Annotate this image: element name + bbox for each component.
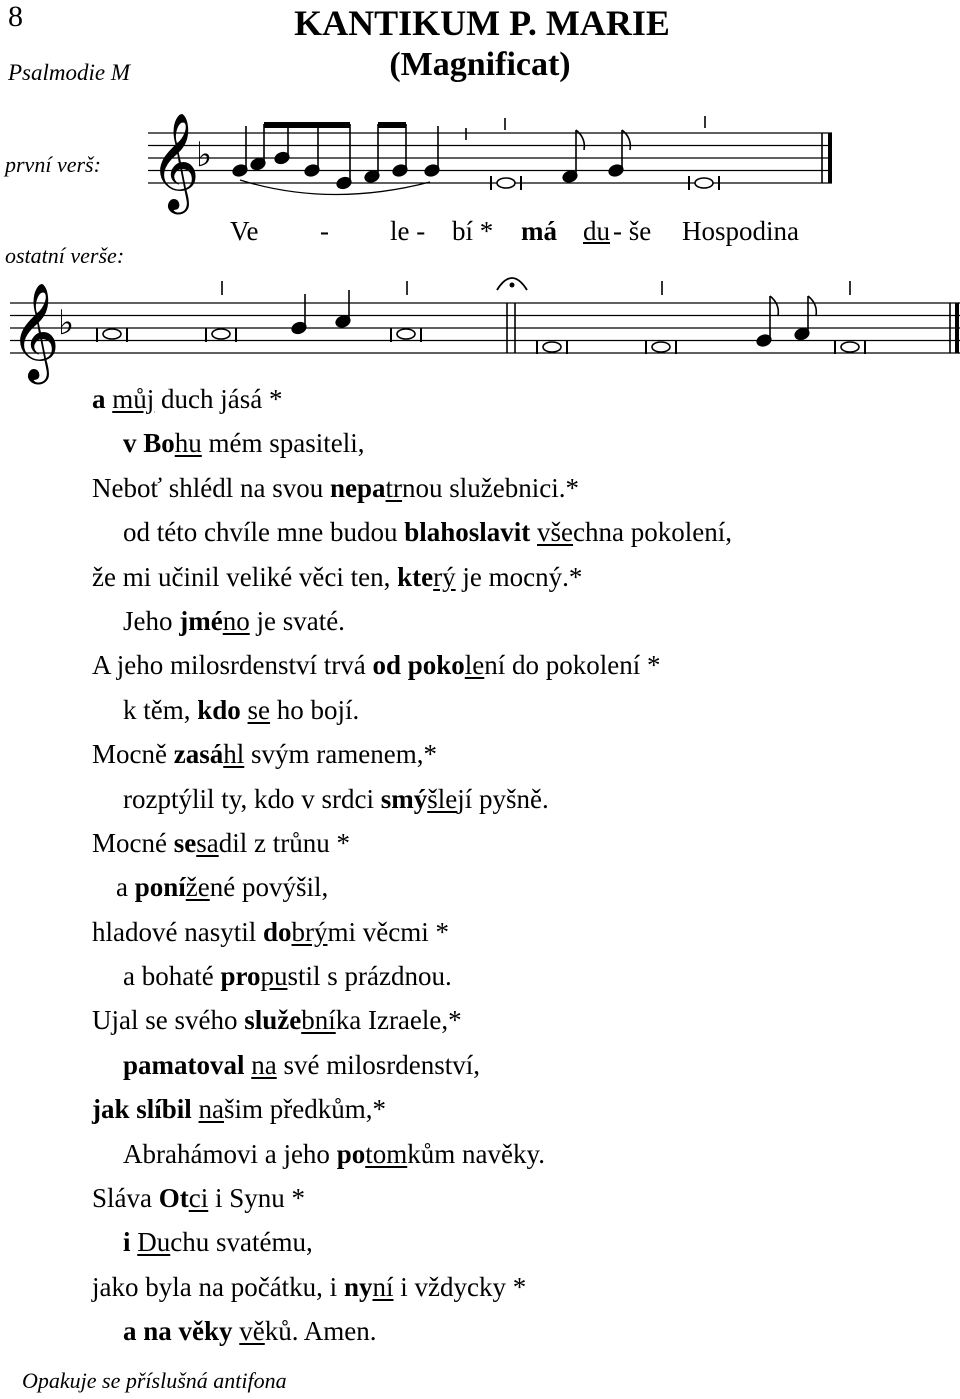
- verse-part: jí pyšně.: [457, 783, 549, 814]
- verse-line: [92, 870, 732, 914]
- verse-underlined-part: hu: [174, 428, 202, 459]
- verse-line: [92, 782, 732, 826]
- verse-bold-part: po: [336, 1138, 366, 1169]
- verse-underlined-part: rý: [433, 561, 456, 592]
- verse-bold-part: nepa: [330, 472, 386, 503]
- verse-line: [92, 737, 732, 781]
- verse-line: [92, 959, 732, 1003]
- verse-underlined-part: že: [185, 872, 210, 903]
- verse-underlined-part: vše: [537, 517, 573, 548]
- verse-part: své milosrdenství,: [276, 1049, 480, 1080]
- verse-bold-part: pamatoval: [123, 1049, 245, 1080]
- verse-underlined-part: sa: [196, 827, 219, 858]
- verse-part: chna pokolení,: [573, 517, 732, 548]
- verse-part: Mocné: [92, 827, 174, 858]
- verse-bold-part: od poko: [372, 650, 465, 681]
- verse-part: i Synu *: [208, 1183, 306, 1214]
- music-staff-other-verses: [0, 0, 960, 400]
- lyric-syllable: - še: [613, 216, 652, 246]
- verse-bold-part: služe: [244, 1005, 302, 1036]
- verse-part: že mi učinil veliké věci ten,: [92, 561, 398, 592]
- verse-underlined-part: no: [222, 605, 250, 636]
- verse-part: Jeho: [123, 605, 180, 636]
- lyric-syllable: du: [583, 216, 610, 246]
- verse-underlined-part: šle: [427, 783, 458, 814]
- verse-part: ho bojí.: [270, 694, 360, 725]
- verse-bold-part: poní: [134, 872, 186, 903]
- verse-underlined-part: tr: [385, 472, 403, 503]
- verse-part: k těm,: [123, 694, 198, 725]
- verse-line: [92, 426, 732, 470]
- verse-underlined-part: brý: [291, 916, 328, 947]
- verse-bold-part: a: [92, 384, 113, 414]
- verse-part: šim předkům,*: [224, 1094, 387, 1125]
- verse-line: [92, 1225, 732, 1269]
- verse-part: mém spasiteli,: [201, 428, 365, 459]
- verse-part: stil s prázdnou.: [287, 961, 452, 992]
- verse-part: a bohaté: [123, 961, 221, 992]
- treble-clef-icon: [10, 282, 60, 384]
- verse-line: [92, 1048, 732, 1092]
- verse-line: [92, 604, 732, 648]
- verse-part: A jeho milosrdenství trvá: [92, 650, 373, 681]
- verse-line: [92, 515, 732, 559]
- verse-line: [92, 471, 732, 515]
- verse-part: [192, 1094, 199, 1124]
- verse-bold-part: kte: [397, 561, 434, 592]
- verse-part: Ujal se svého: [92, 1005, 245, 1036]
- verse-underlined-part: na: [251, 1049, 277, 1080]
- svg-text:♭: ♭: [58, 303, 75, 343]
- lyric-syllable: Hospodina: [682, 216, 799, 246]
- verse-underlined-part: ní: [372, 1271, 394, 1302]
- lyric-syllable: Ve: [230, 216, 259, 246]
- svg-text:𝄞: 𝄞: [150, 112, 200, 210]
- lyric-syllable: bí *: [452, 216, 494, 246]
- verse-bold-part: jak slíbil: [92, 1094, 192, 1125]
- verse-part: jako byla na počátku, i: [92, 1271, 344, 1302]
- verse-part: rozptýlil ty, kdo v srdci: [123, 783, 381, 814]
- flat-sign-icon: [58, 303, 74, 343]
- psalmody-mode-label: Psalmodie M: [8, 60, 131, 85]
- verse-bold-part: ny: [343, 1271, 373, 1302]
- verse-bold-part: blahoslavit: [404, 517, 531, 548]
- verse-underlined-part: bní: [301, 1005, 336, 1036]
- verse-line: [92, 826, 732, 870]
- verse-part: hladové nasytil: [92, 916, 263, 947]
- verse-underlined-part: se: [247, 694, 271, 725]
- verse-line: [92, 1314, 732, 1358]
- verse-bold-part: jmé: [179, 605, 223, 636]
- verse-bold-part: v Bo: [123, 428, 175, 459]
- verse-part: od této chvíle mne budou: [123, 517, 405, 548]
- verse-part: chu svatému,: [170, 1227, 313, 1258]
- verse-line: [92, 1137, 732, 1181]
- verse-underlined-part: Du: [137, 1227, 171, 1258]
- other-verses-label: ostatní verše:: [5, 243, 125, 268]
- verse-bold-part: zasá: [173, 739, 224, 770]
- verse-part: a: [116, 872, 135, 903]
- verse-bold-part: Ot: [158, 1183, 189, 1214]
- verse-part: i vždycky *: [393, 1271, 527, 1302]
- verse-part: né povýšil,: [209, 872, 329, 903]
- lyric-syllable: -: [320, 216, 329, 246]
- verse-underlined-part: pu: [260, 961, 288, 992]
- verse-bold-part: se: [173, 827, 197, 858]
- verse-bold-part: i: [123, 1227, 138, 1258]
- verse-part: nou služebnici.*: [402, 472, 580, 503]
- verse-part: ků. Amen.: [264, 1316, 377, 1347]
- verse-part: dil z trůnu *: [218, 827, 350, 858]
- footer-note: Opakuje se příslušná antifona: [22, 1368, 287, 1393]
- lyric-syllable: le -: [390, 216, 426, 246]
- first-verse-label: první verš:: [5, 152, 101, 177]
- verse-line: [92, 1270, 732, 1314]
- verse-bold-part: kdo: [197, 694, 241, 725]
- verse-line: [92, 1003, 732, 1047]
- verse-text-block: [92, 382, 732, 1359]
- verse-part: Abrahámovi a jeho: [123, 1138, 337, 1169]
- verse-bold-part: pro: [220, 961, 261, 992]
- verse-part: Mocně: [92, 739, 174, 770]
- verse-bold-part: smý: [380, 783, 428, 814]
- verse-part: Neboť shlédl na svou: [92, 472, 331, 503]
- verse-underlined-part: na: [198, 1094, 225, 1125]
- lyric-syllable: má: [521, 216, 557, 246]
- verse-part: ka Izraele,*: [335, 1005, 462, 1036]
- verse-part: kům navěky.: [407, 1138, 545, 1169]
- verse-underlined-part: le: [464, 650, 485, 681]
- verse-part: [530, 517, 537, 547]
- page-number: 8: [8, 0, 23, 33]
- verse-part: svým ramenem,*: [244, 739, 437, 770]
- verse-part: [241, 695, 248, 725]
- verse-line: [92, 382, 732, 426]
- verse-line: [92, 1181, 732, 1225]
- page-subtitle: (Magnificat): [389, 46, 571, 83]
- verse-line: [92, 915, 732, 959]
- verse-underlined-part: můj: [112, 384, 155, 414]
- verse-bold-part: do: [262, 916, 292, 947]
- verse-underlined-part: hl: [223, 739, 245, 770]
- verse-line: [92, 1092, 732, 1136]
- verse-underlined-part: vě: [239, 1316, 265, 1347]
- title-text: KANTIKUM P. MARIE: [294, 3, 670, 43]
- fermata-icon: [497, 278, 527, 290]
- verse-part: mi věcmi *: [327, 916, 449, 947]
- verse-part: ní do pokolení *: [484, 650, 661, 681]
- verse-bold-part: a na věky: [123, 1316, 233, 1347]
- svg-text:𝄞: 𝄞: [10, 282, 60, 380]
- verse-line: [92, 693, 732, 737]
- svg-text:♭: ♭: [196, 135, 213, 175]
- verse-underlined-part: tom: [365, 1138, 408, 1169]
- verse-part: je mocný.*: [455, 561, 583, 592]
- verse-part: duch jásá *: [154, 384, 283, 414]
- verse-line: [92, 648, 732, 692]
- verse-part: je svaté.: [249, 605, 345, 636]
- verse-underlined-part: ci: [188, 1183, 209, 1214]
- verse-line: [92, 560, 732, 604]
- verse-part: Sláva: [92, 1183, 159, 1214]
